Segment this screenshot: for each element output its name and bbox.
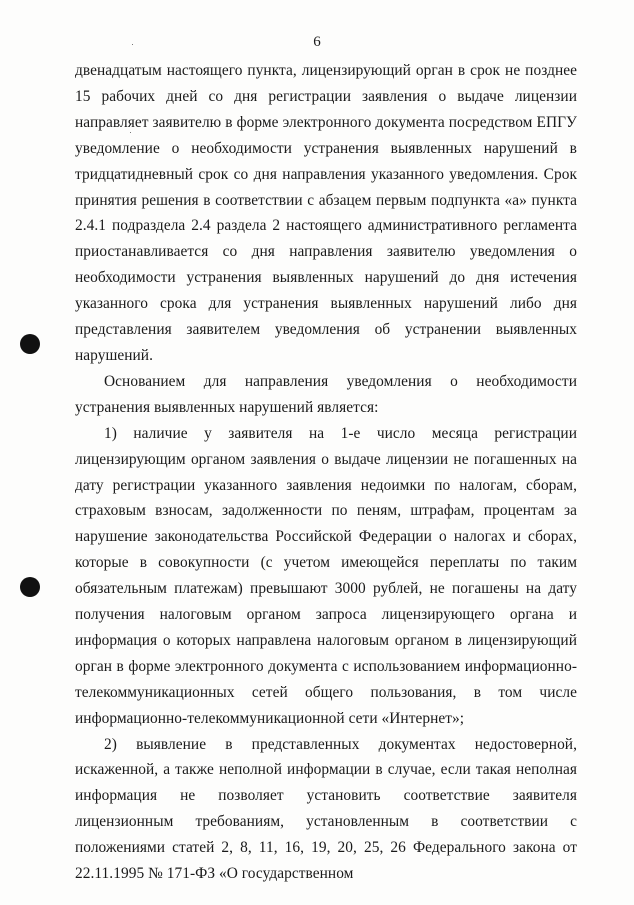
binder-hole-top (20, 334, 40, 354)
list-item-1: 1) наличие у заявителя на 1-е число месяца регистрации лицензирующим органом заявления о выдаче лицензии не погашенных на дату регистрации указанного заявления недоимки по налогам, сборам, страховым взносам, задолженности по пеням, штрафам, процентам за нарушение законодательства Российской Федерации о налогах и сборах, которые в совокупности (с учетом имеющейся переплаты по таким обязательным платежам) превышают 3000 рублей, не погашены на дату получения налоговым органом запроса лицензирующего органа и информация о которых направлена налоговым органом в лицензирующий орган в форме электронного документа с использованием информационно-телекоммуникационных сетей общего пользования, в том числе информационно-телекоммуникационной сети «Интернет»; (75, 424, 577, 727)
document-body (75, 58, 577, 887)
binder-hole-bottom (20, 577, 40, 597)
paragraph-continuation: двенадцатым настоящего пункта, лицензирующий орган в срок не позднее 15 рабочих дней со дня регистрации заявления о выдаче лицензии направляет заявителю в форме электронного документа посредством ЕПГУ уведомление о необходимости устранения выявленных нарушений в тридцатидневный срок со дня направления указанного уведомления. Срок принятия решения в соответствии с абзацем первым подпункта «а» пункта 2.4.1 подраздела 2.4 раздела 2 настоящего административного регламента приостанавливается со дня направления заявителю уведомления о необходимости устранения выявленных нарушений до дня истечения указанного срока для устранения выявленных нарушений либо дня представления заявителем уведомления об устранении выявленных нарушений. (75, 62, 577, 364)
list-item-2: 2) выявление в представленных документах недостоверной, искаженной, а также неполной информации в случае, если такая неполная информация не позволяет установить соответствие заявителя лицензионным требованиям, установленным в соответствии с положениями статей 2, 8, 11, 16, 19, 20, 25, 26 Федерального закона от 22.11.1995 № 171-ФЗ «О государственном (75, 735, 577, 883)
page-number: 6 (313, 34, 321, 50)
paragraph-grounds-intro: Основанием для направления уведомления о необходимости устранения выявленных нарушений является: (75, 372, 577, 416)
